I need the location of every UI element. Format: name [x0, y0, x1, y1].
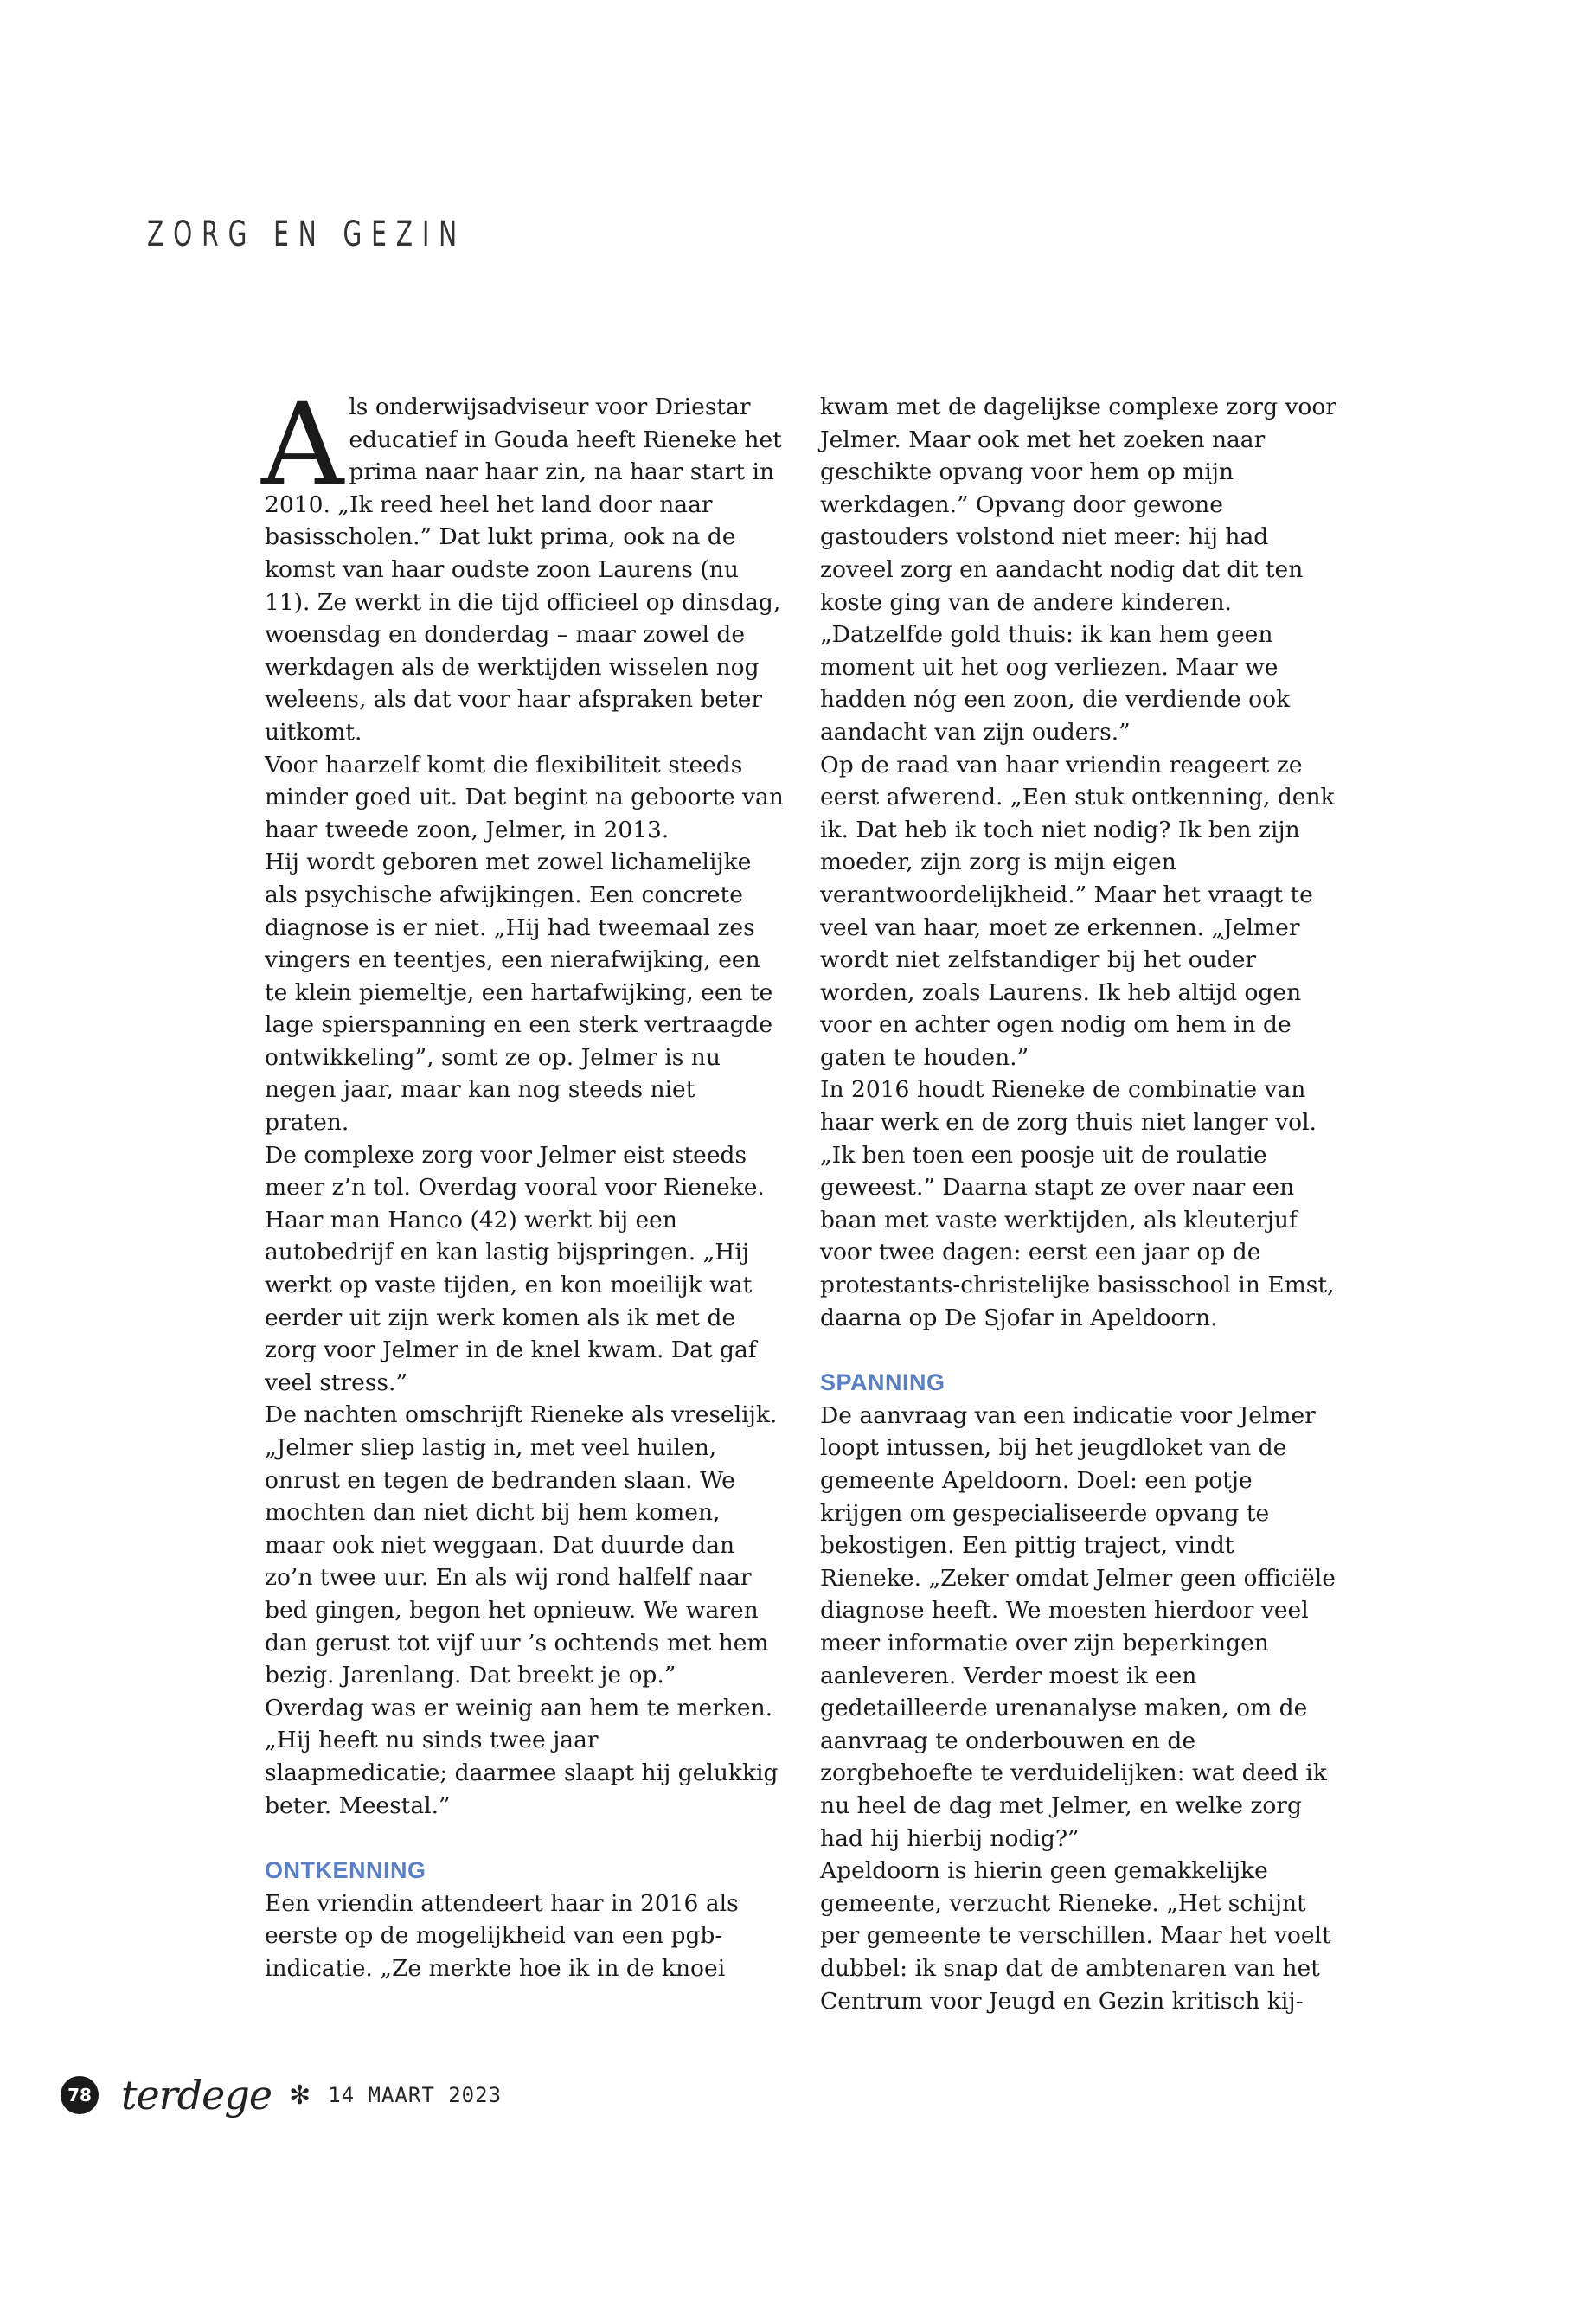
star-icon: ✻ [289, 2080, 311, 2111]
article-paragraph: kwam met de dagelijkse complexe zorg voor Jelmer. Maar ook met het zoeken naar geschikte opvang voor hem op mijn werkdagen.” Opvang door gewone gastouders volstond niet meer: hij had zoveel zorg en aandacht nodig dat dit ten koste ging van de andere kinderen. „Datzelfde gold thuis: ik kan hem geen moment uit het oog verliezen. Maar we hadden nóg een zoon, die verdiende ook aandacht van zijn ouders.” [820, 394, 1337, 746]
subhead-ontkenning: ONTKENNING [265, 1857, 426, 1884]
section-label: ZORG EN GEZIN [147, 215, 467, 254]
article-paragraph: Voor haarzelf komt die flexibiliteit steeds minder goed uit. Dat begint na geboorte van haar tweede zoon, Jelmer, in 2013. [265, 751, 784, 843]
article-paragraph: De aanvraag van een indicatie voor Jelmer loopt intussen, bij het jeugdloket van de gemeente Apeldoorn. Doel: een potje krijgen om gespecialiseerde opvang te bekostigen. Een pittig traject, vindt Rieneke. „Zeker omdat Jelmer geen officiële diagnose heeft. We moesten hierdoor veel meer informatie over zijn beperkingen aanleveren. Verder moest ik een gedetailleerde urenanalyse maken, om de aanvraag te onderbouwen en de zorgbehoefte te verduidelijken: wat deed ik nu heel de dag met Jelmer, en welke zorg had hij hierbij nodig?” [820, 1401, 1336, 1852]
article-paragraph: Hij wordt geboren met zowel lichamelijke als psychische afwijkingen. Een concrete diagnose is er niet. „Hij had tweemaal zes vingers en teentjes, een nierafwijking, een te klein piemeltje, een hartafwijking, een te lage spierspanning en een sterk vertraagde ontwikkeling”, somt ze op. Jelmer is nu negen jaar, maar kan nog steeds niet praten. [265, 849, 773, 1137]
drop-cap: A [261, 378, 344, 511]
article-column-left [261, 378, 784, 1985]
subhead-spanning: SPANNING [820, 1369, 945, 1396]
article-column-right [820, 391, 1339, 2017]
page-number: 78 [61, 2076, 99, 2114]
issue-date: 14 MAART 2023 [328, 2083, 503, 2107]
article-paragraph-intro: Als onderwijsadviseur voor Driestar educatief in Gouda heeft Rieneke het prima naar haar zin, na haar start in 2010. „Ik reed heel het land door naar basisscholen.” Dat lukt prima, ook na de komst van haar oudste zoon Laurens (nu 11). Ze werkt in die tijd officieel op dinsdag, woensdag en donderdag – maar zowel de werkdagen als de werktijden wisselen nog weleens, als dat voor haar afspraken beter uitkomt. [261, 378, 782, 746]
article-paragraph: Op de raad van haar vriendin reageert ze eerst afwerend. „Een stuk ontkenning, denk ik. Dat heb ik toch niet nodig? Ik ben zijn moeder, zijn zorg is mijn eigen verantwoordelijkheid.” Maar het vraagt te veel van haar, moet ze erkennen. „Jelmer wordt niet zelfstandiger bij het ouder worden, zoals Laurens. Ik heb altijd ogen voor en achter ogen nodig om hem in de gaten te houden.” [820, 751, 1335, 1071]
article-paragraph: Overdag was er weinig aan hem te merken. „Hij heeft nu sinds twee jaar slaapmedicatie; daarmee slaapt hij gelukkig beter. Meestal.” [265, 1694, 779, 1819]
page-footer [61, 2072, 502, 2118]
article-paragraph: De complexe zorg voor Jelmer eist steeds meer z’n tol. Overdag vooral voor Rieneke. Haar man Hanco (42) werkt bij een autobedrijf en kan lastig bijspringen. „Hij werkt op vaste tijden, en kon moeilijk wat eerder uit zijn werk komen als ik met de zorg voor Jelmer in de knel kwam. Dat gaf veel stress.” [265, 1141, 765, 1396]
article-paragraph: Apeldoorn is hierin geen gemakkelijke gemeente, verzucht Rieneke. „Het schijnt per gemeente te verschillen. Maar het voelt dubbel: ik snap dat de ambtenaren van het Centrum voor Jeugd en Gezin kritisch kij- [820, 1857, 1331, 2015]
article-paragraph: In 2016 houdt Rieneke de combinatie van haar werk en de zorg thuis niet langer vol. „Ik ben toen een poosje uit de roulatie geweest.” Daarna stapt ze over naar een baan met vaste werktijden, als kleuterjuf voor twee dagen: eerst een jaar op de protestants-christelijke basisschool in Emst, daarna op De Sjofar in Apeldoorn. [820, 1076, 1335, 1331]
article-paragraph: Een vriendin attendeert haar in 2016 als eerste op de mogelijkheid van een pgb-indicatie. „Ze merkte hoe ik in de knoei [265, 1889, 739, 1982]
magazine-logo: terdege [121, 2072, 272, 2118]
article-paragraph: De nachten omschrijft Rieneke als vreselijk. „Jelmer sliep lastig in, met veel huilen, onrust en tegen de bedranden slaan. We mochten dan niet dicht bij hem komen, maar ook niet weggaan. Dat duurde dan zo’n twee uur. En als wij rond halfelf naar bed gingen, begon het opnieuw. We waren dan gerust tot vijf uur ’s ochtends met hem bezig. Jarenlang. Dat breekt je op.” [265, 1401, 778, 1689]
